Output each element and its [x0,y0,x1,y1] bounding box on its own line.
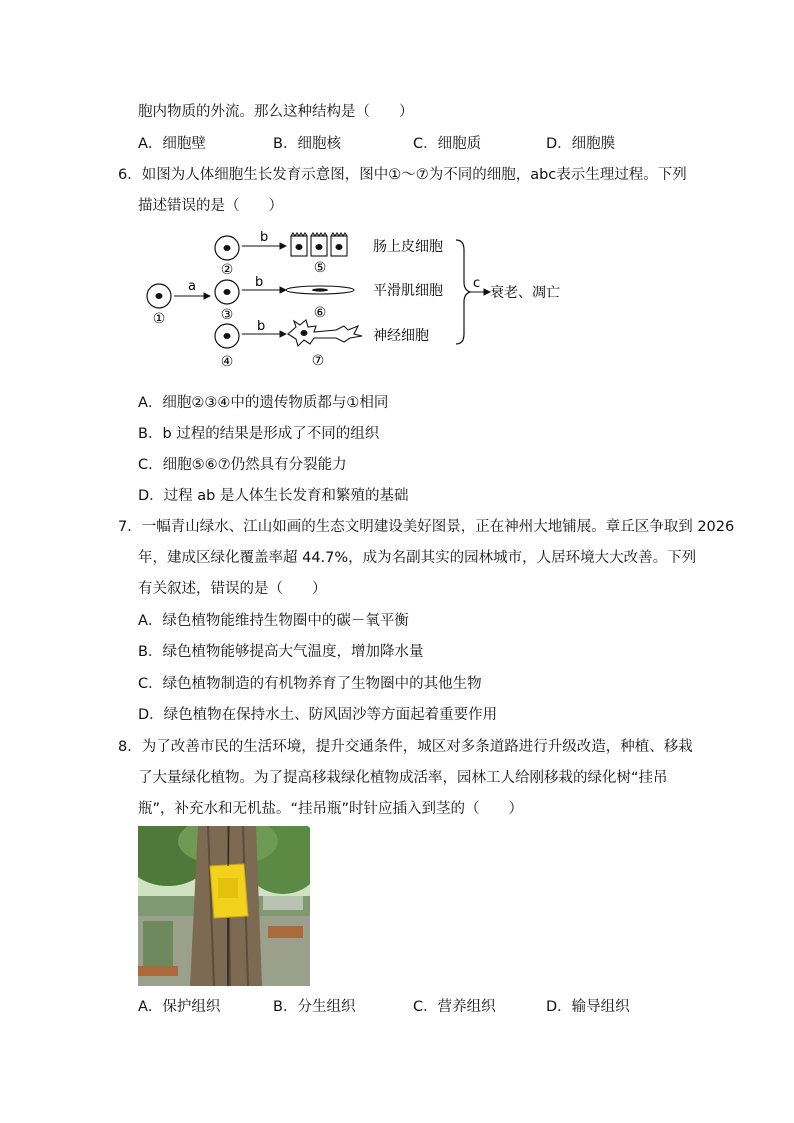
q8-stem-line3: 瓶”，补充水和无机盐。“挂吊瓶”时针应插入到茎的（ ） [138,801,524,817]
label-epithelial: 肠上皮细胞 [373,239,443,255]
q7-stem-line2: 年，建成区绿化覆盖率超 44.7%，成为名副其实的园林城市，人居环境大大改善。下列 [138,550,697,566]
q6-option-a[interactable]: A．细胞②③④中的遗传物质都与①相同 [138,395,389,411]
q8-stem-line1: 8．为了改善市民的生活环境，提升交通条件，城区对多条道路进行升级改造，种植、移栽 [118,739,693,755]
label-smooth-muscle: 平滑肌细胞 [373,283,443,299]
q8-option-d[interactable]: D．输导组织 [546,999,630,1015]
cell-4-label: ④ [220,354,234,370]
q6-option-b[interactable]: B．b 过程的结果是形成了不同的组织 [138,426,380,442]
q8-stem-line2: 了大量绿化植物。为了提高移栽绿化植物成活率，园林工人给刚移栽的绿化树“挂吊 [138,770,668,786]
cell-6-smooth-muscle [286,286,354,294]
q7-option-a[interactable]: A．绿色植物能维持生物圈中的碳－氧平衡 [138,613,409,629]
q6-option-d[interactable]: D．过程 ab 是人体生长发育和繁殖的基础 [138,488,409,504]
cell-7-label: ⑦ [311,353,325,369]
arrow-b-middle-label: b [255,275,264,290]
q5-option-c[interactable]: C．细胞质 [413,136,482,152]
cell-5-epithelial [291,233,347,256]
q7-stem-line3: 有关叙述，错误的是（ ） [138,581,327,597]
label-aging: 衰老、凋亡 [490,285,560,301]
q8-option-b[interactable]: B．分生组织 [273,999,356,1015]
cell-1-label: ① [152,311,166,327]
brace [456,240,470,344]
q7-option-c[interactable]: C．绿色植物制造的有机物养育了生物圈中的其他生物 [138,676,482,692]
q7-option-b[interactable]: B．绿色植物能够提高大气温度，增加降水量 [138,644,424,660]
tree-iv-bag-photo [138,826,310,986]
arrow-b-top-label: b [260,230,269,245]
cell-2-label: ② [220,262,234,278]
q8-option-a[interactable]: A．保护组织 [138,999,221,1015]
q5-continuation: 胞内物质的外流。那么这种结构是（ ） [138,104,414,120]
q5-option-d[interactable]: D．细胞膜 [546,136,616,152]
q5-option-b[interactable]: B．细胞核 [273,136,341,152]
q6-stem-line2: 描述错误的是（ ） [138,198,283,214]
q7-option-d[interactable]: D．绿色植物在保持水土、防风固沙等方面起着重要作用 [138,707,498,723]
cell-2 [215,236,239,260]
cell-5-label: ⑤ [313,260,327,276]
q8-option-c[interactable]: C．营养组织 [413,999,496,1015]
cell-6-label: ⑥ [313,305,327,321]
cell-1 [147,284,171,308]
label-nerve: 神经细胞 [373,328,429,344]
cell-3-label: ③ [220,307,234,323]
arrow-c-label: c [473,276,481,291]
q7-stem-line1: 7．一幅青山绿水、江山如画的生态文明建设美好图景，正在神州大地铺展。章丘区争取到 2026 [118,519,735,535]
cell-development-diagram [138,226,578,376]
cell-3 [215,280,239,304]
arrow-b-bottom-label: b [257,319,266,334]
arrow-a-label: a [188,279,196,294]
q6-stem-line1: 6．如图为人体细胞生长发育示意图，图中①～⑦为不同的细胞，abc表示生理过程。下列 [118,167,687,183]
cell-4 [215,324,239,348]
q5-option-a[interactable]: A．细胞壁 [138,136,206,152]
cell-7-neuron [288,320,362,346]
q6-option-c[interactable]: C．细胞⑤⑥⑦仍然具有分裂能力 [138,457,347,473]
